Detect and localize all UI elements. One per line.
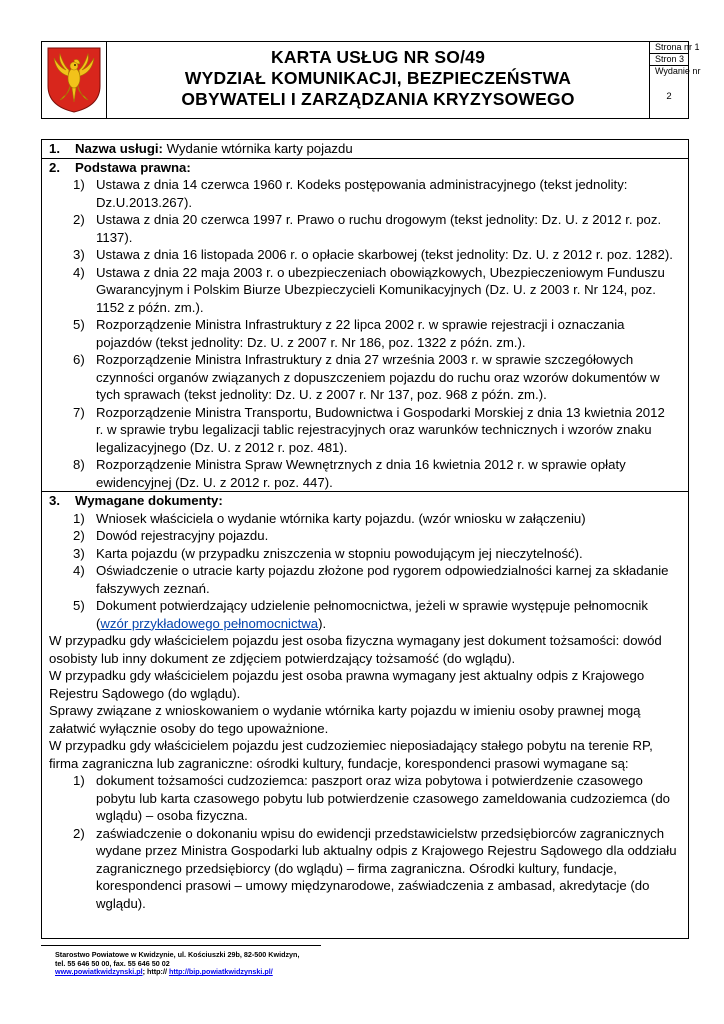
list-item-line: Dowód rejestracyjny pojazdu. <box>96 528 269 543</box>
list-item-line: Rozporządzenie Ministra Infrastruktury z dnia 27 września 2003 r. w sprawie szczegółowych <box>96 352 634 367</box>
footer-phone: tel. 55 646 50 00, fax. 55 646 50 02 <box>55 958 170 968</box>
required-documents-list <box>49 510 688 598</box>
header-title <box>107 42 650 118</box>
list-item-line: Dz.U.2013.267). <box>96 194 193 210</box>
list-item <box>49 264 688 317</box>
list-item-line: 1152 z późn. zm.). <box>96 299 204 315</box>
list-item-line: Rozporządzenie Ministra Spraw Wewnętrznych z dnia 16 kwietnia 2012 r. w sprawie opłaty <box>96 457 626 472</box>
list-item-number: 8) <box>73 457 85 472</box>
list-item-line: Rozporządzenie Ministra Transportu, Budownictwa i Gospodarki Morskiej z dnia 13 kwietnia 2012 <box>96 404 665 420</box>
list-item <box>49 545 688 563</box>
list-item-number: 4) <box>73 264 85 280</box>
note-line: osobisty lub inny dokument ze zdjęciem potwierdzający tożsamość (do wglądu). <box>49 650 516 666</box>
list-item <box>49 316 688 351</box>
list-item <box>49 404 688 457</box>
section-number: 2. <box>49 159 60 175</box>
list-item-line: czynności organów związanych z dopuszczeniem pojazdu do ruchu oraz wzorów dokumentów w <box>96 369 660 385</box>
note-line: Sprawy związane z wnioskowaniem o wydanie wtórnika karty pojazdu w imieniu osoby prawnej mogą <box>49 703 641 718</box>
website-link[interactable]: www.powiatkwidzynski.pl <box>55 967 143 977</box>
service-card-content <box>41 139 689 939</box>
edition-label: Wydanie nr <box>655 66 701 76</box>
list-item-line: Wniosek właściciela o wydanie wtórnika karty pojazdu. (wzór wniosku w załączeniu) <box>96 510 586 526</box>
list-item <box>49 176 688 211</box>
list-item-line: zaświadczenie o dokonaniu wpisu do ewidencji przedstawicielstw przedsiębiorców zagranicznych <box>96 825 665 841</box>
list-item-line: 1137). <box>96 229 133 245</box>
list-item-line <box>96 615 688 633</box>
service-name-value: Wydanie wtórnika karty pojazdu <box>162 141 353 156</box>
note-line: W przypadku gdy właścicielem pojazdu jest osoba prawna wymagany jest aktualny odpis z Krajowego <box>49 668 645 683</box>
list-item-number: 6) <box>73 352 85 367</box>
list-item <box>49 562 688 597</box>
list-item <box>49 772 688 825</box>
section-number: 1. <box>49 141 60 156</box>
list-item-number: 2) <box>73 528 85 543</box>
footer-links <box>55 968 299 977</box>
list-item-line: pobytu lub karta czasowego pobytu lub potwierdzenie czasowego zameldowania cudzoziemca (do <box>96 790 670 806</box>
paren-close: ). <box>318 615 327 631</box>
note-line: Rejestru Sądowego (do wglądu). <box>49 685 241 701</box>
list-item <box>49 211 688 246</box>
list-item-line: ewidencyjnej (Dz. U. z 2012 r. poz. 447). <box>96 474 333 490</box>
list-item-line: wglądu). <box>96 895 146 911</box>
note-line: W przypadku gdy właścicielem pojazdu jest osoba fizyczna wymagany jest dokument tożsamości: dowód <box>49 633 662 648</box>
document-header <box>41 41 701 119</box>
list-item-line: Ustawa z dnia 16 listopada 2006 r. o opłacie skarbowej (tekst jednolity: Dz. U. z 2012 r. poz. 1282). <box>96 247 673 262</box>
list-item-number: 2) <box>73 212 85 227</box>
title-line-2: WYDZIAŁ KOMUNIKACJI, BEZPIECZEŃSTWA <box>184 68 572 88</box>
list-item <box>49 246 688 264</box>
list-item-line: Ustawa z dnia 20 czerwca 1997 r. Prawo o ruchu drogowym (tekst jednolity: Dz. U. z 2012 r. poz. <box>96 212 662 227</box>
requirements-notes <box>49 632 688 772</box>
footer <box>55 951 299 977</box>
section-number: 3. <box>49 493 60 508</box>
list-item-line: r. w sprawie trybu legalizacji tablic rejestracyjnych oraz warunków technicznych i wzorów znaku <box>96 422 652 437</box>
list-item <box>49 510 688 528</box>
list-item <box>49 351 688 404</box>
list-item <box>49 527 688 545</box>
bip-link[interactable]: http://bip.powiatkwidzynski.pl/ <box>168 967 273 977</box>
list-item-number: 2) <box>73 825 85 841</box>
page-count: Stron 3 <box>649 54 689 66</box>
list-item-line: fałszywych zeznań. <box>96 580 210 596</box>
footer-divider <box>41 945 321 946</box>
list-item-line: wglądu) – osoba fizyczna. <box>96 808 248 823</box>
section-label: Wymagane dokumenty: <box>75 493 223 508</box>
crest-cell <box>42 42 107 118</box>
list-item <box>49 825 688 913</box>
list-item-line: Dokument potwierdzający udzielenie pełnomocnictwa, jeżeli w sprawie występuje pełnomocnik <box>96 598 648 613</box>
list-item-number: 1) <box>73 510 85 526</box>
note-line: firma zagraniczna lub zagraniczne: ośrodki kultury, fundacje, korespondenci prasowi wymagane są: <box>49 755 629 771</box>
list-item-number: 7) <box>73 404 85 420</box>
list-item-line: Rozporządzenie Ministra Infrastruktury z 22 lipca 2002 r. w sprawie rejestracji i oznaczania <box>96 317 625 332</box>
list-item-line: korespondenci prasowi – umowy międzynarodowe, zaświadczenia z ambasad, akredytacje (do <box>96 878 650 893</box>
list-item <box>49 456 688 491</box>
list-item-line: Ustawa z dnia 14 czerwca 1960 r. Kodeks postępowania administracyjnego (tekst jednolity: <box>96 177 628 192</box>
list-item-line: legalizacyjnego (Dz. U. z 2012 r. poz. 481). <box>96 439 348 455</box>
page-number: Strona nr 1 <box>649 42 689 54</box>
section-label: Nazwa usługi: <box>75 141 163 156</box>
list-item-line: dokument tożsamości cudzoziemca: paszport oraz wiza pobytowa i potwierdzenie czasowego <box>96 773 643 788</box>
list-item <box>49 597 688 632</box>
list-item-number: 3) <box>73 545 85 561</box>
section-label: Podstawa prawna: <box>75 159 191 175</box>
note-line: W przypadku gdy właścicielem pojazdu jest cudzoziemiec nieposiadający stałego pobytu na terenie RP, <box>49 738 653 753</box>
section-legal-basis <box>42 159 688 493</box>
footer-separator: ; http:// <box>142 967 169 977</box>
list-item-number: 5) <box>73 317 85 332</box>
list-item-line: pojazdów (tekst jednolity: Dz. U. z 2007 r. Nr 186, poz. 1322 z późn. zm.). <box>96 334 526 350</box>
coat-of-arms-icon <box>46 46 102 114</box>
note-line: załatwić wyłącznie osoby do tego upoważnione. <box>49 720 329 736</box>
title-line-1: KARTA USŁUG NR SO/49 <box>270 47 486 67</box>
edition-number: 2 <box>666 91 672 102</box>
section-required-documents <box>42 492 688 912</box>
power-of-attorney-template-link[interactable]: wzór przykładowego pełnomocnictwa <box>100 615 319 631</box>
list-item-line: tych sprawach (tekst jednolity: Dz. U. z 2007 r. Nr 137, poz. 968 z późn. zm.). <box>96 387 547 402</box>
title-line-3: OBYWATELI I ZARZĄDZANIA KRYZYSOWEGO <box>181 89 575 109</box>
list-item-number: 5) <box>73 598 85 613</box>
list-item-line: Ustawa z dnia 22 maja 2003 r. o ubezpieczeniach obowiązkowych, Ubezpieczeniowym Funduszu <box>96 264 665 280</box>
list-item-line: Karta pojazdu (w przypadku zniszczenia w stopniu powodującym jej nieczytelność). <box>96 545 583 561</box>
paren-open: ( <box>96 615 101 631</box>
list-item-line: wydane przez Ministra Gospodarki lub aktualny odpis z Krajowego Rejestru Sądowego dla oddziału <box>96 843 677 858</box>
header-meta <box>649 42 701 118</box>
list-item-number: 1) <box>73 177 85 192</box>
footer-address: Starostwo Powiatowe w Kwidzynie, ul. Kościuszki 29b, 82-500 Kwidzyn, <box>55 950 300 959</box>
legal-basis-list <box>49 176 688 491</box>
list-item-line: Gwarancyjnym i Polskim Biurze Ubezpieczycieli Komunikacyjnych (Dz. U. z 2003 r. Nr 124, poz. <box>96 282 656 297</box>
list-item-number: 4) <box>73 563 85 578</box>
foreign-owner-documents-list <box>49 772 688 912</box>
list-item-number: 1) <box>73 773 85 788</box>
list-item-line: zagranicznego przedsiębiorcy (do wglądu) – firma zagraniczna. Ośrodki kultury, fundacje, <box>96 860 617 876</box>
section-service-name <box>42 140 688 159</box>
list-item-number: 3) <box>73 247 85 262</box>
list-item-line: Oświadczenie o utracie karty pojazdu złożone pod rygorem odpowiedzialności karnej za składanie <box>96 563 669 578</box>
